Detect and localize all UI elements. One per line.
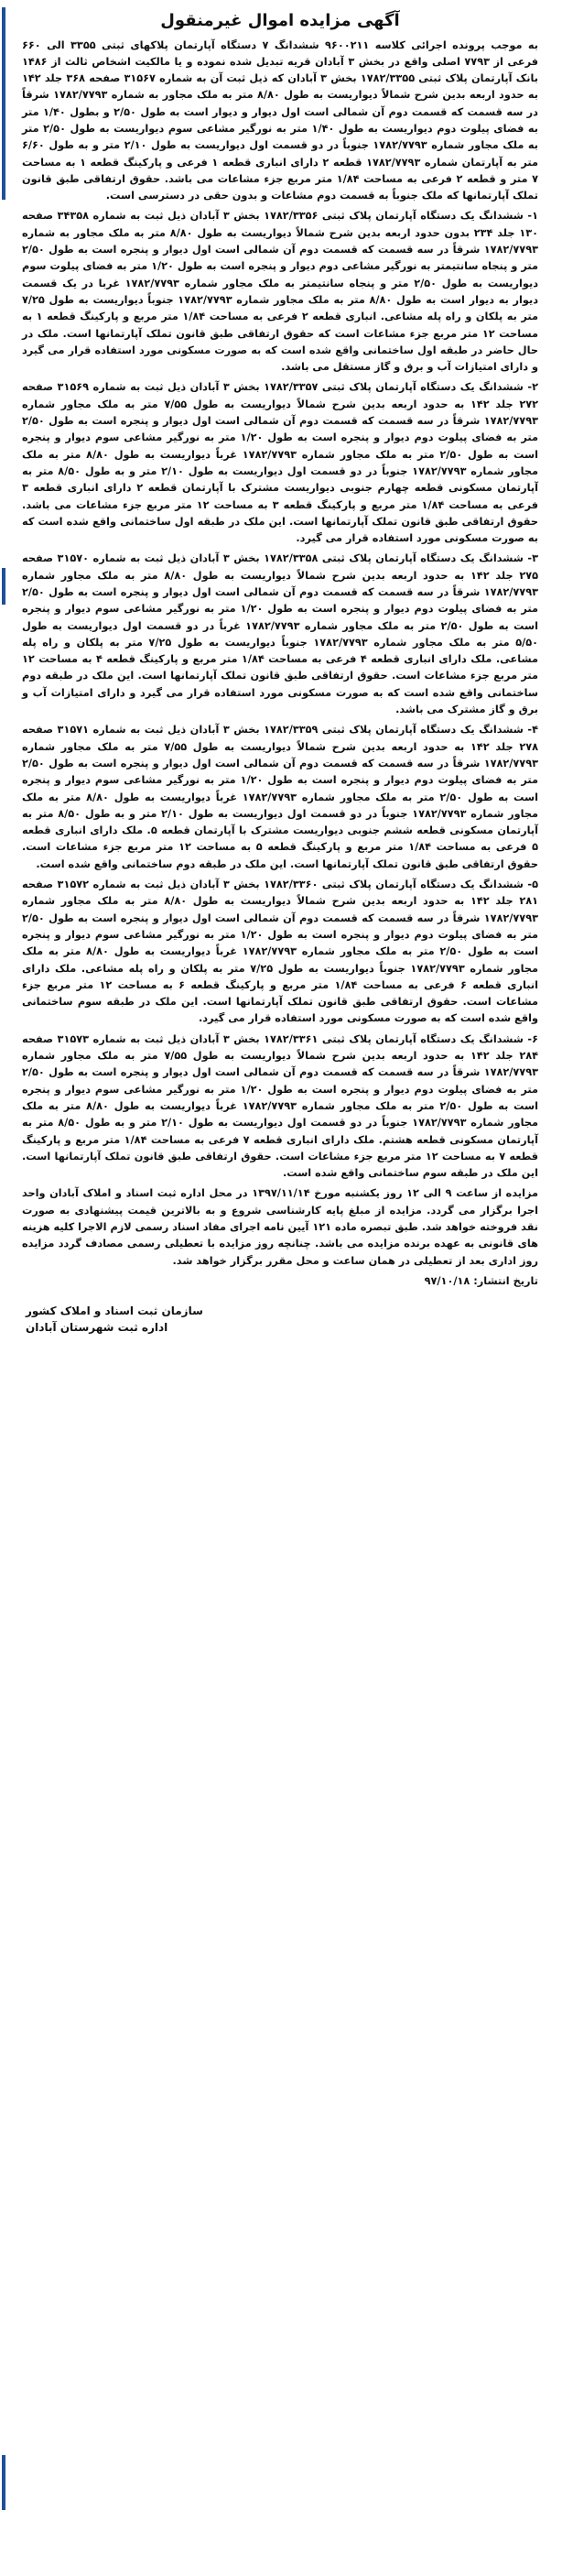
notice-item-2: ۲- ششدانگ یک دستگاه آپارتمان پلاک ثبتی ۱۷۸۲/۳۳۵۷ بخش ۳ آبادان ذیل ثبت به شماره ۳۱۵۶۹ صفحه ۲۷۲ جلد ۱۴۲ به حدود اربعه بدین شرح شمالاً دیواریست به طول ۷/۵۵ متر به ملک مجاور شماره ۱۷۸۲/۷۷۹۳ شرقاً در سه قسمت که قسمت دوم آن شمالی است اول دیوار و پنجره است به طول ۲/۵۰ متر به فضای پیلوت دوم دیوار و پنجره است به طول ۱/۲۰ متر به نورگیر مشاعی سوم دیوار و پنجره است به طول ۲/۵۰ متر به ملک مجاور شماره ۱۷۸۲/۷۷۹۳ غرباً دیواریست به طول ۸/۸۰ متر به ملک مجاور شماره ۱۷۸۲/۷۷۹۳ جنوباً در دو قسمت اول دیواریست به طول ۲/۱۰ متر و به طول ۸/۵۰ متر به آپارتمان مسکونی قطعه چهارم جنوبی دیواریست مشترک با آپارتمان قطعه ۲ دارای انباری قطعه ۳ فرعی به مساحت ۱/۸۴ متر مربع و پارکینگ قطعه ۳ به مساحت ۱۲ متر مربع جزء مشاعات می باشد. حقوق ارتفاقی طبق قانون تملک آپارتمانها است. این ملک در طبقه اول ساختمانی واقع شده است که به صورت مسکونی مورد استفاده قرار می گیرد.: [22, 381, 538, 545]
edge-ink-mark: [2, 2455, 5, 2510]
notice-item-1: ۱- ششدانگ یک دستگاه آپارتمان پلاک ثبتی ۱۷۸۲/۳۳۵۶ بخش ۳ آبادان ذیل ثبت به شماره ۳۴۳۵۸ صفحه ۱۳۰ جلد ۲۳۴ بدون حدود اربعه بدین شرح شمالاً دیواریست به طول ۸/۸۰ متر به ملک مجاور به شماره ۱۷۸۲/۷۷۹۳ شرقاً در سه قسمت که قسمت دوم آن شمالی است اول دیوار و پنجره است به طول ۲/۵۰ متر و پنجاه سانتیمتر به نورگیر مشاعی دوم دیوار و پنجره است به طول ۱/۲۰ متر به فضای پیلوت سوم دیواریست به طول ۲/۵۰ متر و پنجاه سانتیمتر به ملک مجاور شماره ۱۷۸۲/۷۷۹۳ غربا در یک قسمت دیوار به دیوار است به طول ۸/۸۰ متر به ملک مجاور شماره ۱۷۸۲/۷۷۹۳ جنوباً دیواریست به طول ۷/۲۵ متر به پلکان و راه پله مشاعی. انباری قطعه ۲ فرعی به مساحت ۱/۸۴ متر مربع و پارکینگ قطعه ۱ به مساحت ۱۲ متر مربع جزء مشاعات است که حقوق ارتفاقی طبق قانون تملک آپارتمانها است. ملک در حال حاضر در طبقه اول ساختمانی واقع شده است که به صورت مسکونی مورد استفاده قرار می گیرد و دارای امتیازات آب و برق و گاز مستقل می باشد.: [22, 210, 539, 374]
notice-intro: به موجب پرونده اجرائی کلاسه ۹۶۰۰۲۱۱ ششدانگ ۷ دستگاه آپارتمان پلاکهای ثبتی ۳۳۵۵ الی ۶۶۰ فرعی از ۷۷۹۳ اصلی واقع در بخش ۳ آبادان قریه تبدیل شده نموده و یا مالکیت اشخاص ثالث از ۱۴۸۶ بانک آپارتمان پلاک ثبتی ۱۷۸۲/۳۳۵۵ بخش ۳ آبادان که ذیل ثبت آن به شماره ۳۱۵۶۷ صفحه ۳۶۸ جلد ۱۴۲ به حدود اربعه بدین شرح شمالاً دیواریست به طول ۸/۸۰ متر به ملک مجاور به شماره ۱۷۸۲/۷۷۹۳ شرقاً در سه قسمت که قسمت دوم آن شمالی است اول دیوار و دیوار است به طول ۲/۵۰ و بطول ۱/۴۰ متر به فضای پیلوت دوم دیواریست به طول ۱/۴۰ متر به نورگیر مشاعی سوم دیواریست به طول ۲/۵۰ متر به ملک مجاور شماره ۱۷۸۲/۷۷۹۳ جنوباً در دو قسمت اول دیواریست به طول ۲/۱۰ متر و به طول ۶/۶۰ متر به آپارتمان شماره ۱۷۸۲/۷۷۹۳ قطعه ۲ دارای انباری قطعه ۱ فرعی و پارکینگ قطعه ۱ به مساحت ۷ متر و قطعه ۲ فرعی به مساحت ۱/۸۴ متر مربع جزء مشاعات می باشد. حقوق ارتفاقی طبق قانون تملک آپارتمانها که ملک جنوباً به قسمت دوم مشاعات و بدون حقی در دسترسی است.: [22, 38, 539, 202]
signature-block: [22, 1303, 538, 1336]
notice-title: آگهی مزایده اموال غیرمنقول: [160, 11, 400, 30]
edge-ink-mark: [2, 568, 5, 605]
auction-terms: مزایده از ساعت ۹ الی ۱۲ روز یکشنبه مورخ ۱۳۹۷/۱۱/۱۴ در محل اداره ثبت اسناد و املاک آبادان واحد اجرا برگزار می گردد. مزایده از مبلغ پایه کارشناسی شروع و به بالاترین قیمت پیشنهادی به صورت نقد فروخته خواهد شد. طبق تبصره ماده ۱۲۱ آیین نامه اجرای مفاد اسناد رسمی لازم الاجرا کلیه هزینه های قانونی به عهده برنده مزایده می باشد. چنانچه روز مزایده با تعطیلی رسمی مصادف گردد مزایده روز اداری بعد از تعطیلی در همان ساعت و محل مقرر برگزار خواهد شد.: [22, 1187, 538, 1267]
notice-item-6: ۶- ششدانگ یک دستگاه آپارتمان پلاک ثبتی ۱۷۸۲/۳۳۶۱ بخش ۳ آبادان ذیل ثبت به شماره ۳۱۵۷۳ صفحه ۲۸۴ جلد ۱۴۲ به حدود اربعه بدین شرح شمالاً دیواریست به طول ۷/۵۵ متر به ملک مجاور شماره ۱۷۸۲/۷۷۹۳ شرقاً در سه قسمت که قسمت دوم آن شمالی است اول دیوار و پنجره است به طول ۲/۵۰ متر به فضای پیلوت دوم دیوار و پنجره است به طول ۱/۲۰ متر به نورگیر مشاعی سوم دیوار و پنجره است به طول ۲/۵۰ متر به ملک مجاور شماره ۱۷۸۲/۷۷۹۳ غرباً دیواریست به طول ۸/۸۰ متر به ملک مجاور شماره ۱۷۸۲/۷۷۹۳ جنوباً در دو قسمت اول دیواریست به طول ۲/۱۰ متر و به طول ۸/۵۰ متر به آپارتمان مسکونی قطعه هشتم. ملک دارای انباری قطعه ۷ فرعی به مساحت ۱/۸۴ متر مربع و پارکینگ قطعه ۷ به مساحت ۱۲ متر مربع جزء مشاعات است. حقوق ارتفاقی طبق قانون تملک آپارتمانها است. این ملک در طبقه سوم ساختمانی واقع شده است.: [22, 1032, 539, 1180]
edge-ink-mark: [2, 7, 5, 200]
organization-name: سازمان ثبت اسناد و املاک کشور: [26, 1304, 203, 1318]
office-name: اداره ثبت شهرستان آبادان: [26, 1321, 168, 1335]
notice-item-5: ۵- ششدانگ یک دستگاه آپارتمان پلاک ثبتی ۱۷۸۲/۳۳۶۰ بخش ۳ آبادان ذیل ثبت به شماره ۳۱۵۷۲ صفحه ۲۸۱ جلد ۱۴۲ به حدود اربعه بدین شرح شمالاً دیواریست به طول ۸/۸۰ متر به ملک مجاور شماره ۱۷۸۲/۷۷۹۳ شرقاً در سه قسمت که قسمت دوم آن شمالی است اول دیوار و پنجره است به طول ۲/۵۰ متر به فضای پیلوت دوم دیوار و پنجره است به طول ۱/۲۰ متر به نورگیر مشاعی سوم دیوار و پنجره است به طول ۲/۵۰ متر به ملک مجاور شماره ۱۷۸۲/۷۷۹۳ غرباً دیواریست به طول ۸/۸۰ متر به ملک مجاور شماره ۱۷۸۲/۷۷۹۳ جنوباً دیواریست به طول ۷/۲۵ متر به پلکان و راه پله مشاعی. ملک دارای انباری قطعه ۶ فرعی به مساحت ۱/۸۴ متر مربع و پارکینگ قطعه ۶ به مساحت ۱۲ متر مربع جزء مشاعات است. حقوق ارتفاقی طبق قانون تملک آپارتمانها است. این ملک در طبقه سوم ساختمانی واقع شده است که به صورت مسکونی مورد استفاده قرار می گیرد.: [22, 879, 538, 1025]
notice-item-3: ۳- ششدانگ یک دستگاه آپارتمان پلاک ثبتی ۱۷۸۲/۳۳۵۸ بخش ۳ آبادان ذیل ثبت به شماره ۳۱۵۷۰ صفحه ۲۷۵ جلد ۱۴۲ به حدود اربعه بدین شرح شمالاً دیواریست به طول ۸/۸۰ متر به ملک مجاور شماره ۱۷۸۲/۷۷۹۳ شرقاً در سه قسمت که قسمت دوم آن شمالی است اول دیوار و پنجره است به طول ۲/۵۰ متر به فضای پیلوت دوم دیوار و پنجره است به طول ۱/۲۰ متر به نورگیر مشاعی سوم دیوار و پنجره است به طول ۲/۵۰ متر به ملک مجاور شماره ۱۷۸۲/۷۷۹۳ غرباً در دو قسمت اول دیواریست به طول ۵/۵۰ متر به ملک مجاور شماره ۱۷۸۲/۷۷۹۳ جنوباً دیواریست به طول ۷/۲۵ متر به پلکان و راه پله مشاعی. ملک دارای انباری قطعه ۴ فرعی به مساحت ۱/۸۴ متر مربع و پارکینگ قطعه ۴ به مساحت ۱۲ متر مربع جزء مشاعات است. حقوق ارتفاقی طبق قانون تملک آپارتمانها است. این ملک در طبقه دوم ساختمانی واقع شده است که به صورت مسکونی مورد استفاده قرار می گیرد و دارای امتیازات آب و برق و گاز مشترک می باشد.: [22, 552, 539, 716]
notice-item-4: ۴- ششدانگ یک دستگاه آپارتمان پلاک ثبتی ۱۷۸۲/۳۳۵۹ بخش ۳ آبادان ذیل ثبت به شماره ۳۱۵۷۱ صفحه ۲۷۸ جلد ۱۴۲ به حدود اربعه بدین شرح شمالاً دیواریست به طول ۷/۵۵ متر به ملک مجاور شماره ۱۷۸۲/۷۷۹۳ شرقاً در سه قسمت که قسمت دوم آن شمالی است اول دیوار و پنجره است به طول ۲/۵۰ متر به فضای پیلوت دوم دیوار و پنجره است به طول ۱/۲۰ متر به نورگیر مشاعی سوم دیوار و پنجره است به طول ۲/۵۰ متر به ملک مجاور شماره ۱۷۸۲/۷۷۹۳ غرباً دیواریست به طول ۸/۸۰ متر به ملک مجاور شماره ۱۷۸۲/۷۷۹۳ جنوباً در دو قسمت اول دیواریست به طول ۲/۱۰ متر و به طول ۸/۵۰ متر به آپارتمان مسکونی قطعه ششم جنوبی دیواریست مشترک با آپارتمان قطعه ۵. ملک دارای انباری قطعه ۵ فرعی به مساحت ۱/۸۴ متر مربع و پارکینگ قطعه ۵ به مساحت ۱۲ متر مربع جزء مشاعات است. حقوق ارتفاقی طبق قانون تملک آپارتمانها است. این ملک در طبقه دوم ساختمانی واقع شده است.: [22, 724, 538, 870]
publish-date: تاریخ انتشار: ۹۷/۱۰/۱۸: [424, 1274, 538, 1287]
